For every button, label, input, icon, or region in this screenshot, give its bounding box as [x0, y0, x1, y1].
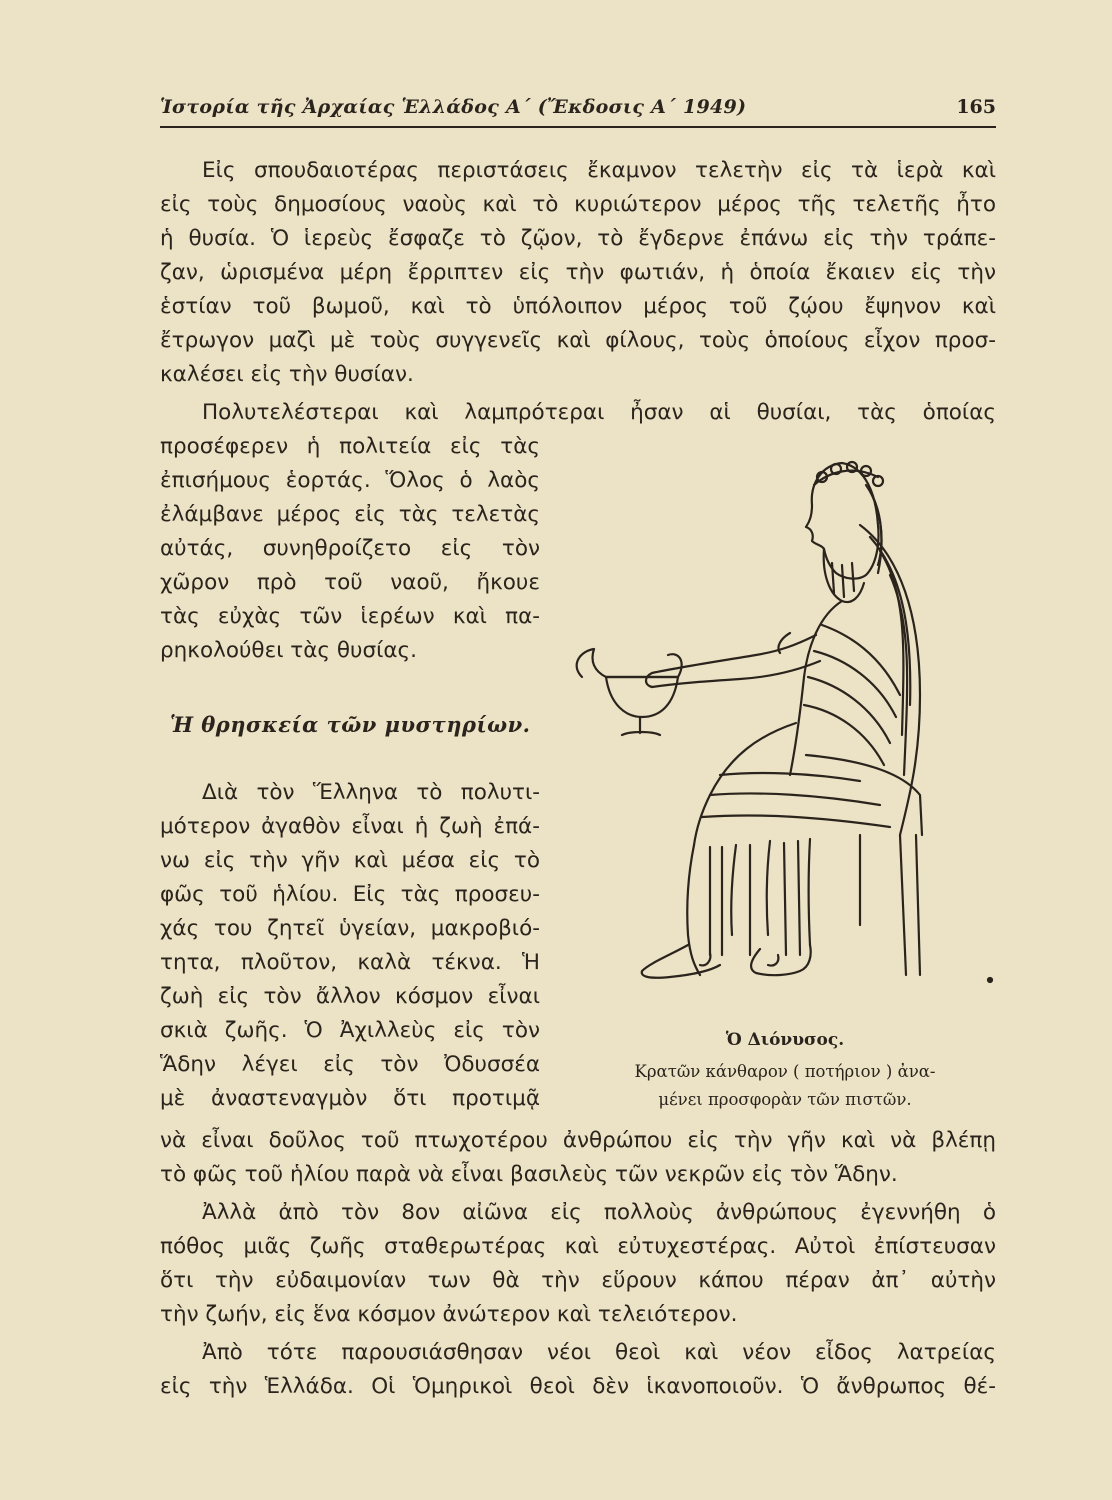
text-line: ἑστίαν τοῦ βωμοῦ, καὶ τὸ ὑπόλοιπον μέρος τοῦ ζῴου ἔψηνον καὶ — [160, 294, 996, 319]
text-line: νὰ εἶναι δοῦλος τοῦ πτωχοτέρου ἀνθρώπου εἰς τὴν γῆν καὶ νὰ βλέπῃ — [160, 1128, 996, 1153]
text-line: ἔτρωγον μαζὶ μὲ τοὺς συγγενεῖς καὶ φίλους, τοὺς ὁποίους εἶχον προσ- — [160, 328, 996, 353]
text-line: καλέσει εἰς τὴν θυσίαν. — [160, 362, 414, 387]
text-line: μότερον ἀγαθὸν εἶναι ἡ ζωὴ ἐπά- — [160, 814, 540, 839]
dionysus-illustration — [560, 455, 1000, 1025]
text-line: ἐλάμβανε μέρος εἰς τὰς τελετὰς — [160, 502, 540, 527]
text-line: ζαν, ὡρισμένα μέρη ἔρριπτεν εἰς τὴν φωτιάν, ἡ ὁποία ἔκαιεν εἰς τὴν — [160, 260, 996, 285]
text-line: Διὰ τὸν Ἕλληνα τὸ πολυτι- — [202, 780, 540, 805]
text-line: αὐτάς, συνηθροίζετο εἰς τὸν — [160, 536, 540, 561]
text-line: εἰς τοὺς δημοσίους ναοὺς καὶ τὸ κυριώτερον μέρος τῆς τελετῆς ἦτο — [160, 192, 996, 217]
text-line: προσέφερεν ἡ πολιτεία εἰς τὰς — [160, 434, 540, 459]
page-header — [160, 94, 996, 128]
text-line: τὴν ζωήν, εἰς ἕνα κόσμον ἀνώτερον καὶ τελειότερον. — [160, 1302, 738, 1327]
text-line: Πολυτελέστεραι καὶ λαμπρότεραι ἦσαν αἱ θυσίαι, τὰς ὁποίας — [202, 400, 996, 425]
text-line: ἐπισήμους ἑορτάς. Ὅλος ὁ λαὸς — [160, 468, 540, 493]
text-line: Ἀπὸ τότε παρουσιάσθησαν νέοι θεοὶ καὶ νέον εἶδος λατρείας — [202, 1340, 996, 1365]
text-line: ὅτι τὴν εὐδαιμονίαν των θὰ τὴν εὕρουν κάπου πέραν ἀπ᾽ αὐτὴν — [160, 1268, 996, 1293]
figure-caption-line: μένει προσφορὰν τῶν πιστῶν. — [658, 1090, 912, 1109]
text-line: ζωὴ εἰς τὸν ἄλλον κόσμον εἶναι — [160, 984, 540, 1009]
text-line: ρηκολούθει τὰς θυσίας. — [160, 638, 417, 663]
text-line: Εἰς σπουδαιοτέρας περιστάσεις ἔκαμνον τελετὴν εἰς τὰ ἱερὰ καὶ — [202, 158, 996, 183]
section-heading: Ἡ θρησκεία τῶν μυστηρίων. — [170, 712, 531, 737]
text-line: χάς του ζητεῖ ὑγείαν, μακροβιό- — [160, 916, 540, 941]
text-line: ἡ θυσία. Ὁ ἱερεὺς ἔσφαζε τὸ ζῷον, τὸ ἔγδερνε ἐπάνω εἰς τὴν τράπε- — [160, 226, 996, 251]
text-line: τὰς εὐχὰς τῶν ἱερέων καὶ πα- — [160, 604, 540, 629]
text-line: τὸ φῶς τοῦ ἡλίου παρὰ νὰ εἶναι βασιλεὺς τῶν νεκρῶν εἰς τὸν Ἅδην. — [160, 1162, 898, 1187]
text-line: μὲ ἀναστεναγμὸν ὅτι προτιμᾷ — [160, 1086, 540, 1111]
text-line: Ἀλλὰ ἀπὸ τὸν 8ον αἰῶνα εἰς πολλοὺς ἀνθρώπους ἐγεννήθη ὁ — [202, 1200, 996, 1225]
figure-caption-line: Κρατῶν κάνθαρον ( ποτήριον ) ἀνα- — [634, 1062, 936, 1081]
figure-caption-title: Ὁ Διόνυσος. — [725, 1030, 845, 1050]
text-line: πόθος μιᾶς ζωῆς σταθερωτέρας καὶ εὐτυχεστέρας. Αὐτοὶ ἐπίστευσαν — [160, 1234, 996, 1259]
page-number: 165 — [956, 96, 996, 118]
text-line: τητα, πλοῦτον, καλὰ τέκνα. Ἡ — [160, 950, 540, 975]
text-line: φῶς τοῦ ἡλίου. Εἰς τὰς προσευ- — [160, 882, 540, 907]
text-line: εἰς τὴν Ἑλλάδα. Οἱ Ὁμηρικοὶ θεοὶ δὲν ἱκανοποιοῦν. Ὁ ἄνθρωπος θέ- — [160, 1374, 996, 1399]
running-title: Ἱστορία τῆς Ἀρχαίας Ἑλλάδος Α΄ (Ἔκδοσις Α΄ 1949) — [160, 96, 747, 118]
text-line: χῶρον πρὸ τοῦ ναοῦ, ἤκουε — [160, 570, 540, 595]
text-line: σκιὰ ζωῆς. Ὁ Ἀχιλλεὺς εἰς τὸν — [160, 1018, 540, 1043]
text-line: Ἅδην λέγει εἰς τὸν Ὀδυσσέα — [160, 1052, 540, 1077]
text-line: νω εἰς τὴν γῆν καὶ μέσα εἰς τὸ — [160, 848, 540, 873]
